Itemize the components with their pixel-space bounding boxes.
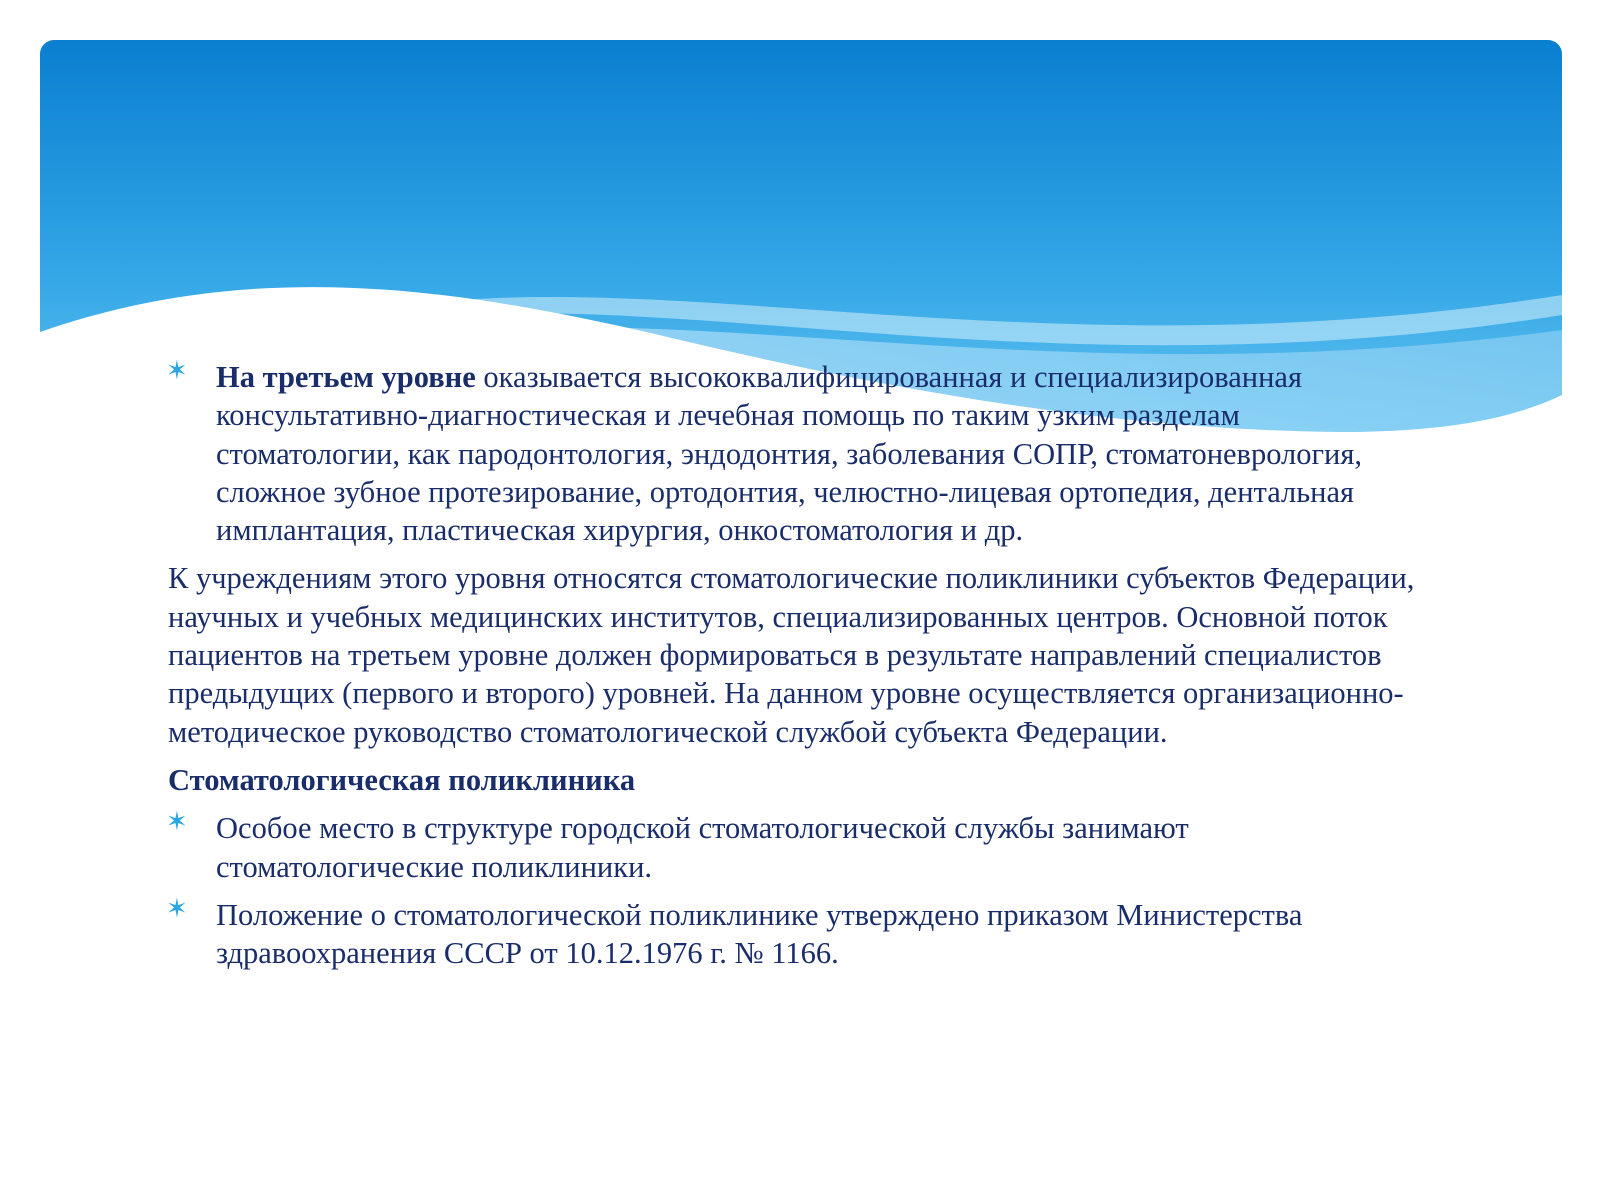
bullet-text: Положение о стоматологической поликлинике утверждено приказом Министерства здравоохранения СССР от 10.12.1976 г. № 1166. xyxy=(216,897,1303,971)
bullet-text: Особое место в структуре городской стоматологической службы занимают стоматологические поликлиники. xyxy=(216,811,1189,884)
bullet-text: оказывается высококвалифицированная и специализированная консультативно-диагностическая и лечебная помощь по таким узким разделам стоматологии, как пародонтология, эндодонтия, заболевания СОПР, стоматоневрология, сложное зубное протезирование, ортодонтия, челюстно-лицевая ортопедия, дентальная имплантация, пластическая хирургия, онкостоматология и др. xyxy=(216,360,1363,548)
bullet-item-regulation xyxy=(166,893,1428,973)
slide-content xyxy=(168,358,1428,982)
bullet-star-icon: ✶ xyxy=(166,807,188,838)
bullet-star-icon: ✶ xyxy=(166,893,188,924)
bullet-item-special-place xyxy=(168,809,1428,886)
section-heading: Стоматологическая поликлиника xyxy=(168,762,636,797)
body-paragraph: К учреждениям этого уровня относятся стоматологические поликлиники субъектов Федерации, научных и учебных медицинских институтов, специализированных центров. Основной поток пациентов на третьем уровне должен формироваться в результате направлений специалистов предыдущих (первого и второго) уровней. На данном уровне осуществляется организационно-методическое руководство стоматологической службой субъекта Федерации. xyxy=(168,561,1415,749)
bullet-item-third-level xyxy=(168,358,1428,549)
bullet-bold-lead: На третьем уровне xyxy=(216,360,476,394)
bullet-star-icon: ✶ xyxy=(166,356,188,386)
